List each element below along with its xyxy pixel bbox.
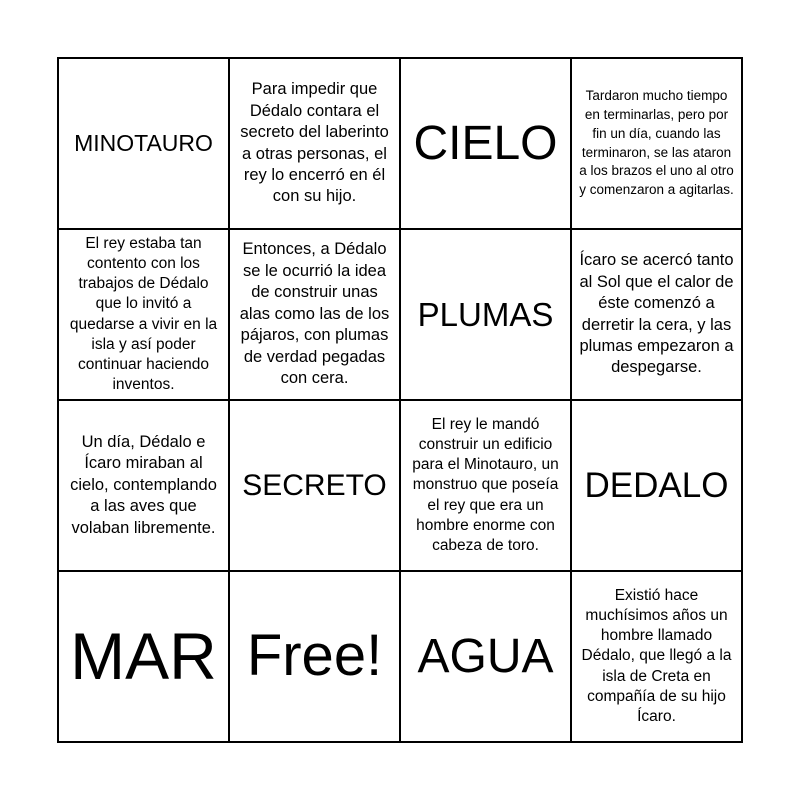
bingo-cell[interactable]	[401, 230, 572, 401]
cell-text: CIELO	[413, 116, 558, 170]
bingo-cell[interactable]	[572, 572, 743, 743]
bingo-cell[interactable]	[230, 59, 401, 230]
cell-text: AGUA	[417, 629, 554, 683]
cell-text: Free!	[246, 623, 383, 689]
bingo-cell[interactable]	[59, 230, 230, 401]
cell-text: DEDALO	[584, 465, 729, 505]
bingo-cell[interactable]	[401, 572, 572, 743]
bingo-cell[interactable]	[59, 59, 230, 230]
cell-text: Existió hace muchísimos años un hombre llamado Dédalo, que llegó a la isla de Creta en compañía de su hijo Ícaro.	[581, 587, 732, 725]
cell-text: Entonces, a Dédalo se le ocurrió la idea de construir unas alas como las de los pájaros, con plumas de verdad pegadas con cera.	[239, 240, 390, 388]
bingo-cell[interactable]	[230, 230, 401, 401]
bingo-card	[57, 57, 743, 743]
bingo-cell[interactable]	[572, 230, 743, 401]
bingo-cell[interactable]	[572, 59, 743, 230]
bingo-cell[interactable]	[572, 401, 743, 572]
cell-text: Para impedir que Dédalo contara el secreto del laberinto a otras personas, el rey lo encerró en él con su hijo.	[240, 80, 389, 206]
cell-text: PLUMAS	[417, 295, 554, 333]
cell-text: El rey le mandó construir un edificio para el Minotauro, un monstruo que poseía el rey que era un hombre enorme con cabeza de toro.	[412, 416, 559, 554]
cell-text: El rey estaba tan contento con los trabajos de Dédalo que lo invitó a quedarse a vivir en la isla y así poder continuar haciendo inventos.	[69, 234, 218, 393]
cell-text: SECRETO	[242, 468, 387, 502]
bingo-cell[interactable]	[59, 401, 230, 572]
free-space-cell[interactable]	[230, 572, 401, 743]
bingo-cell[interactable]	[59, 572, 230, 743]
cell-text: MAR	[70, 619, 217, 694]
cell-text: Ícaro se acercó tanto al Sol que el calor de éste comenzó a derretir la cera, y las plumas empezaron a despegarse.	[579, 251, 734, 377]
cell-text: Un día, Dédalo e Ícaro miraban al cielo, contemplando a las aves que volaban libremente.	[70, 432, 217, 537]
bingo-cell[interactable]	[401, 401, 572, 572]
cell-text: Tardaron mucho tiempo en terminarlas, pero por fin un día, cuando las terminaron, se las ataron a los brazos el uno al otro y comenzaron a agitarlas.	[579, 87, 734, 198]
cell-text: MINOTAURO	[74, 130, 213, 157]
bingo-cell[interactable]	[401, 59, 572, 230]
bingo-cell[interactable]	[230, 401, 401, 572]
